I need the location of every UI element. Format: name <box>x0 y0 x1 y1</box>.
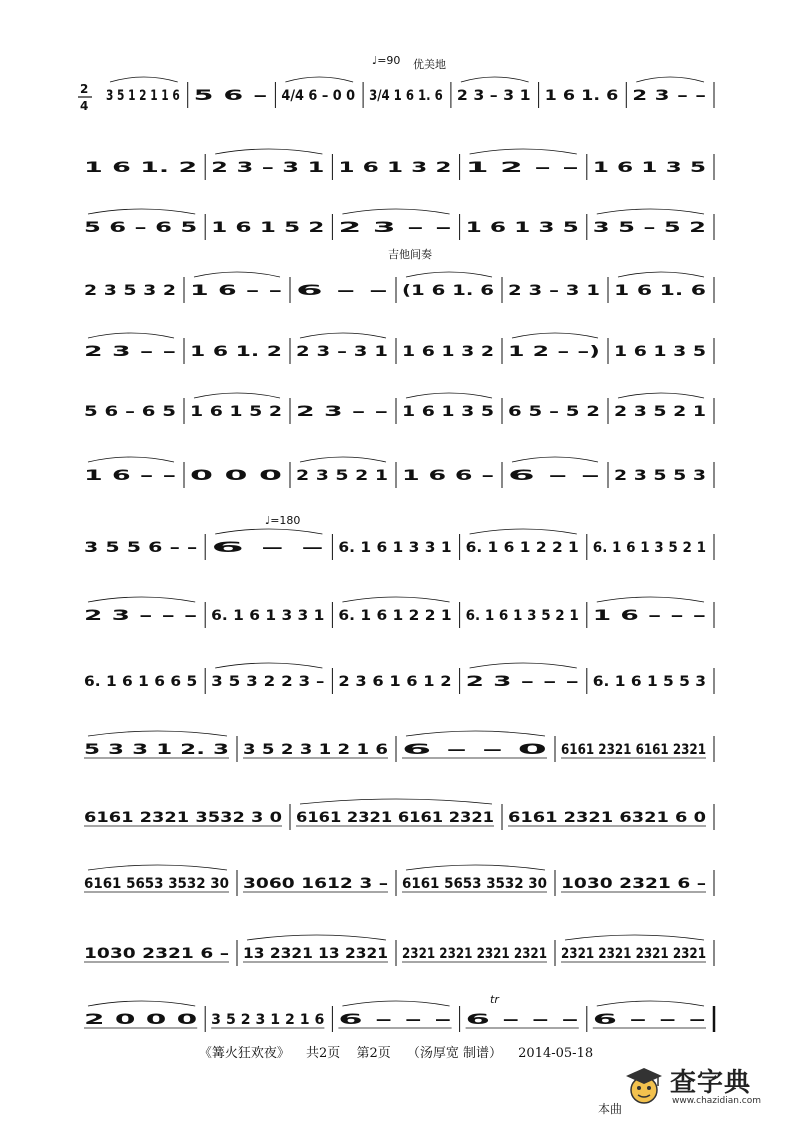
slur-arc <box>597 597 704 602</box>
score-system <box>78 865 714 896</box>
slur-arc <box>636 77 704 82</box>
score-measure: 1 6 1. 2 <box>190 344 282 360</box>
slur-arc <box>597 209 704 214</box>
score-measure: 2 3 – – <box>296 404 388 420</box>
graduation-cap-icon <box>624 1064 664 1108</box>
score-measure: 2321 2321 2321 2321 <box>402 946 547 962</box>
score-measure: 1 6 1 3 5 <box>402 404 494 420</box>
score-measure: 1 6 1. 6 <box>544 88 619 104</box>
slur-arc <box>470 529 577 534</box>
score-system <box>78 731 714 762</box>
score-measure: 5 6 – 6 5 <box>84 404 176 420</box>
slur-arc <box>215 529 322 534</box>
score-system <box>78 1001 714 1032</box>
score-measure: 2 3 – – – <box>84 608 198 624</box>
score-measure: 2 3 – – <box>338 220 452 236</box>
slur-arc <box>618 272 704 277</box>
score-measure: 6. 1 6 1 5 5 3 <box>592 674 706 690</box>
score-measure: 1 6 1 5 2 <box>190 404 282 420</box>
slur-arc <box>247 935 386 940</box>
score-measure: 6. 1 6 1 3 5 2 1 <box>465 608 579 624</box>
score-measure: 3 5 2 3 1 2 1 6 <box>211 1012 325 1028</box>
score-system <box>78 663 714 694</box>
slur-arc <box>512 457 598 462</box>
trill-marking: tr <box>490 993 499 1006</box>
score-measure: 1 6 – – <box>84 468 176 484</box>
slur-arc <box>215 663 322 668</box>
score-measure: 6. 1 6 1 2 2 1 <box>465 540 579 556</box>
score-measure: 1 2 – – <box>465 160 579 176</box>
score-measure: 1 6 1 3 2 <box>402 344 494 360</box>
score-measure: (1 6 1. 6 <box>402 283 494 299</box>
slur-arc <box>565 935 704 940</box>
slur-arc <box>88 333 174 338</box>
logo-url: www.chazidian.com <box>672 1096 762 1106</box>
slur-arc <box>406 865 545 870</box>
score-measure: 2 3 – – <box>84 344 176 360</box>
score-system <box>78 272 714 303</box>
score-measure: 4/4 6 – 0 0 <box>281 88 356 104</box>
slur-arc <box>194 393 280 398</box>
score-measure: 6 – – – <box>592 1012 706 1028</box>
score-measure: 6 – – <box>508 468 600 484</box>
slur-arc <box>597 1001 704 1006</box>
slur-arc <box>461 77 529 82</box>
logo-name: 查字典 <box>670 1068 752 1098</box>
score-system <box>78 597 714 628</box>
score-measure: 0 0 0 <box>190 468 283 484</box>
score-measure: 1 6 – – – <box>592 608 706 624</box>
score-measure: 2321 2321 2321 2321 <box>561 946 706 962</box>
score-measure: 1 2 – –) <box>508 344 600 360</box>
score-measure: 1030 2321 6 – <box>561 876 706 892</box>
score-measure: 6 – – <box>296 283 388 299</box>
guitar-interlude-label: 吉他间奏 <box>388 248 432 261</box>
slur-arc <box>300 799 492 804</box>
score-measure: 5 6 – <box>193 88 268 104</box>
score-system <box>78 935 714 966</box>
score-measure: 2 3 – 3 1 <box>296 344 388 360</box>
slur-arc <box>285 77 353 82</box>
slur-arc <box>512 333 598 338</box>
score-measure: 2 3 5 2 1 <box>614 404 706 420</box>
score-measure: 6 – – – <box>465 1012 579 1028</box>
score-measure: 1 6 1. 2 <box>84 160 198 176</box>
score-measure: 6. 1 6 1 3 3 1 <box>211 608 325 624</box>
score-measure: 6161 2321 6321 6 0 <box>508 810 707 826</box>
tempo-marking-2: ♩=180 <box>265 514 301 527</box>
score-measure: 3 5 3 2 2 3 – <box>211 674 325 690</box>
score-measure: 6. 1 6 1 3 5 2 1 <box>592 540 706 556</box>
score-system <box>78 333 714 364</box>
score-measure: 3060 1612 3 – <box>243 876 388 892</box>
score-measure: 6161 5653 3532 30 <box>84 876 230 892</box>
slur-arc <box>215 149 322 154</box>
score-measure: 6 – – – <box>338 1012 452 1028</box>
score-measure: 1030 2321 6 – <box>84 946 229 962</box>
slur-arc <box>406 393 492 398</box>
score-measure: 2 0 0 0 <box>84 1012 198 1028</box>
slur-arc <box>618 393 704 398</box>
slur-arc <box>300 457 386 462</box>
slur-arc <box>470 149 577 154</box>
slur-arc <box>342 597 449 602</box>
score-system <box>78 799 714 830</box>
score-system <box>78 529 714 560</box>
score-measure: 3 5 – 5 2 <box>592 220 706 236</box>
score-systems <box>78 77 714 1032</box>
page-count: 共2页 <box>306 1046 341 1061</box>
score-measure: 13 2321 13 2321 <box>243 946 388 962</box>
score-measure: 6 5 – 5 2 <box>508 404 600 420</box>
score-measure: 3/4 1 6 1. 6 <box>369 88 443 104</box>
score-measure: 6161 2321 6161 2321 <box>296 810 494 826</box>
score-measure: 3 5 2 3 1 2 1 6 <box>243 742 388 758</box>
score-measure: 2 3 6 1 6 1 2 <box>338 674 452 690</box>
score-credit: （汤厚宽 制谱） <box>406 1046 503 1061</box>
score-system <box>78 149 714 180</box>
score-annotations <box>265 54 500 1006</box>
page-number: 第2页 <box>356 1046 391 1061</box>
slur-arc <box>88 209 195 214</box>
score-measure: 2 3 5 3 2 <box>84 283 176 299</box>
score-title: 《篝火狂欢夜》 <box>198 1046 290 1061</box>
score-measure: 1 6 1 3 5 <box>592 160 706 176</box>
score-date: 2014-05-18 <box>518 1046 594 1061</box>
slur-arc <box>88 457 174 462</box>
score-system <box>78 209 714 240</box>
score-measure: 2 3 5 2 1 <box>296 468 388 484</box>
score-measure: 2 3 – 3 1 <box>508 283 600 299</box>
site-logo[interactable] <box>620 1062 780 1114</box>
slur-arc <box>300 333 386 338</box>
slur-arc <box>88 597 195 602</box>
score-measure: 6 – – <box>211 540 325 556</box>
score-measure: 1 6 1 3 5 <box>614 344 706 360</box>
score-measure: 6161 5653 3532 30 <box>402 876 548 892</box>
score-measure: 1 6 1 3 2 <box>338 160 452 176</box>
expression-marking: 优美地 <box>413 58 446 71</box>
score-measure: 1 6 1 3 5 <box>465 220 579 236</box>
score-measure: 2 3 – 3 1 <box>456 88 531 104</box>
slur-arc <box>194 272 280 277</box>
score-measure: 6 – – 0 <box>402 742 548 758</box>
slur-arc <box>110 77 178 82</box>
score-measure: 1 6 – – <box>190 283 282 299</box>
slur-arc <box>406 272 492 277</box>
score-measure: 6. 1 6 1 2 2 1 <box>338 608 452 624</box>
score-system <box>100 77 714 108</box>
score-measure: 6. 1 6 1 6 6 5 <box>84 674 198 690</box>
score-measure: 6161 2321 6161 2321 <box>561 742 706 758</box>
score-measure: 2 3 – – <box>632 88 706 104</box>
slur-arc <box>88 1001 195 1006</box>
score-measure: 1 6 1 5 2 <box>211 220 325 236</box>
score-system <box>78 457 714 488</box>
score-measure: 1 6 1. 6 <box>614 283 706 299</box>
score-measure: 6161 2321 3532 3 0 <box>84 810 283 826</box>
time-sig-start-top: 2 <box>80 82 89 96</box>
slur-arc <box>88 731 227 736</box>
time-signatures <box>78 82 92 113</box>
score-measure: 2 3 5 5 3 <box>614 468 706 484</box>
score-measure: 2 3 – – – <box>465 674 579 690</box>
score-measure: 2 3 – 3 1 <box>211 160 325 176</box>
time-sig-start-bottom: 4 <box>80 99 89 113</box>
slur-arc <box>88 865 227 870</box>
score-system <box>78 393 714 424</box>
score-measure: 6. 1 6 1 3 3 1 <box>338 540 452 556</box>
score-measure: 3 5 5 6 – – <box>84 540 198 556</box>
slur-arc <box>406 731 545 736</box>
slur-arc <box>342 209 449 214</box>
score-measure: 1 6 6 – <box>402 468 494 484</box>
score-measure: 3 5 1 2 1 1 6 <box>106 88 180 104</box>
score-measure: 5 3 3 1 2. 3 <box>84 742 229 758</box>
tempo-marking-1: ♩=90 <box>372 54 401 67</box>
slur-arc <box>470 663 577 668</box>
slur-arc <box>342 1001 449 1006</box>
bottom-note: 本曲 <box>598 1102 623 1116</box>
page-footer <box>0 1042 792 1061</box>
score-measure: 5 6 – 6 5 <box>84 220 198 236</box>
